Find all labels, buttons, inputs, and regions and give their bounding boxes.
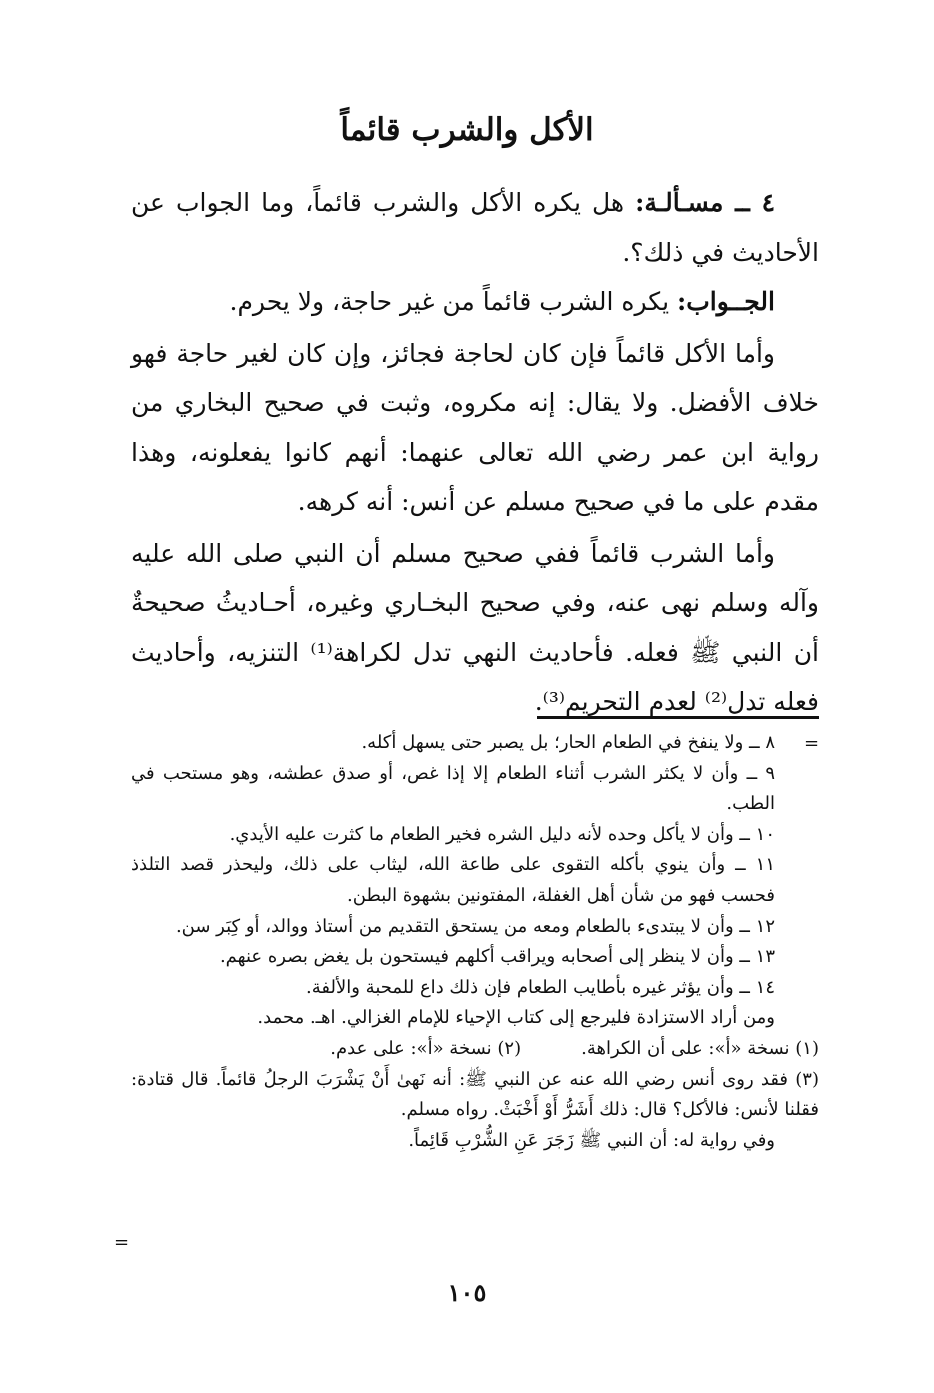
- answer-paragraph: [131, 277, 819, 327]
- footnote-item: ١٣ ــ وأن لا ينظر إلى أصحابه ويراقب أكلهم فيستحون بل يغض بصره عنهم.: [219, 946, 775, 968]
- paragraph-drinking: وأما الشرب قائماً ففي صحيح مسلم أن النبي صلى الله عليه وآله وسلم نهى عنه، وفي صحيح البخـاري وغيره، أحـاديثُ صحيحةٌ أن النبي ﷺ فعله. فأحاديث النهي تدل لكراهة⁽¹⁾ التنزيه، وأحاديث فعله تدل⁽²⁾ لعدم التحريم⁽³⁾.: [131, 538, 820, 716]
- continuation-mark-top: =: [804, 733, 820, 754]
- footnote-separator: [537, 716, 819, 719]
- continuation-mark-bottom: =: [114, 1232, 130, 1253]
- answer-text: يكره الشرب قائماً من غير حاجة، ولا يحرم.: [229, 287, 670, 316]
- paragraph-eating: وأما الأكل قائماً فإن كان لحاجة فجائز، وإن كان لغير حاجة فهو خلاف الأفضل. ولا يقال: إنه مكروه، وثبت في صحيح البخاري من رواية ابن عمر رضي الله تعالى عنهما: أنهم كانوا يفعلونه، وهذا مقدم على ما في صحيح مسلم عن أنس: أنه كرهه.: [131, 338, 819, 516]
- question-text: هل يكره الأكل والشرب قائماً، وما الجواب عن الأحاديث في ذلك؟.: [131, 188, 819, 267]
- page-number: ١٠٥: [447, 1278, 487, 1307]
- page-title: الأكل والشرب قائماً: [340, 112, 594, 148]
- footnote-item: ومن أراد الاستزادة فليرجع إلى كتاب الإحياء للإمام الغزالي. اهـ. محمد.: [257, 1007, 775, 1029]
- main-text: [131, 178, 819, 727]
- footnote-3-continued: وفي رواية له: أن النبي ﷺ زَجَرَ عَنِ الشُّرْبِ قَائِماً.: [408, 1129, 775, 1151]
- footnote-item: ٩ ــ وأن لا يكثر الشرب أثناء الطعام إلا إذا غص، أو صدق عطشه، وهو مستحب في الطب.: [131, 762, 775, 815]
- footnotes: [131, 728, 819, 1156]
- footnote-1: (١) نسخة «أ»: على أن الكراهة.: [581, 1037, 819, 1059]
- footnote-item: ٨ ــ ولا ينفخ في الطعام الحار؛ بل يصبر حتى يسهل أكله.: [361, 732, 775, 753]
- footnote-2: (٢) نسخة «أ»: على عدم.: [330, 1037, 522, 1059]
- footnote-1-2: [131, 1034, 819, 1065]
- footnote-item: ١٢ ــ وأن لا يبتدىء بالطعام ومعه من يستحق التقديم من أستاذ ووالد، أو كِبَر سن.: [175, 915, 775, 937]
- footnote-item: ١٠ ــ وأن لا يأكل وحده لأنه دليل الشره فخير الطعام ما كثرت عليه الأيدي.: [229, 823, 775, 845]
- question-paragraph: [131, 178, 819, 277]
- question-label: ٤ ــ مسـألـة:: [635, 188, 775, 217]
- footnote-item: ١٤ ــ وأن يؤثر غيره بأطايب الطعام فإن ذلك داع للمحبة والألفة.: [306, 976, 775, 998]
- footnote-3: (٣) فقد روى أنس رضي الله عنه عن النبي ﷺ: أنه نَهىٰ أَنْ يَشْرَبَ الرجلُ قائماً. قال قتادة: فقلنا لأنس: فالأكل؟ قال: ذلك أَشَرُّ أَوْ أَخْبَثْ. رواه مسلم.: [131, 1068, 819, 1121]
- answer-label: الجــواب:: [677, 287, 775, 316]
- footnote-item: ١١ ــ وأن ينوي بأكله التقوى على طاعة الله، ليثاب على ذلك، وليحذر قصد التلذذ فحسب فهو من شأن أهل الغفلة، المفتونين بشهوة البطن.: [131, 854, 775, 906]
